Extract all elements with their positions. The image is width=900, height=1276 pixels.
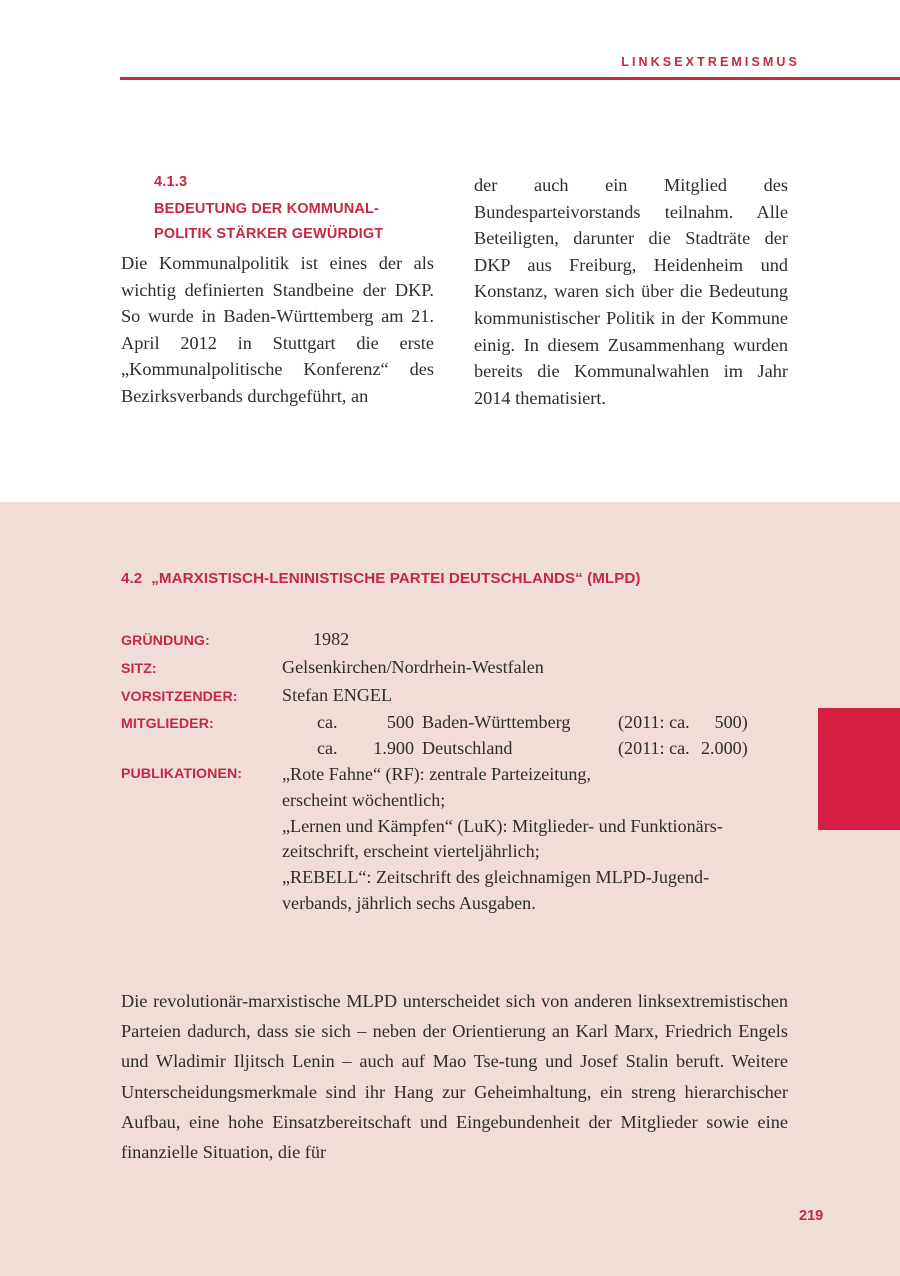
fact-value-sitz: Gelsenkirchen/Nordrhein-Westfalen <box>282 656 544 677</box>
intro-paragraph-right: der auch ein Mitglied des Bundesparteivorstands teilnahm. Alle Beteiligten, darunter die Stadträte der DKP aus Freiburg, Heidenheim und Konstanz, waren sich über die Bedeutung kommunistischer Politik in der Kommune einig. In diesem Zusammenhang wurden bereits die Kommunalwahlen im Jahr 2014 thematisiert. <box>474 175 788 408</box>
member-previous-close-de: ) <box>741 738 748 759</box>
member-line-baden-wuerttemberg <box>282 710 801 736</box>
fact-value-mitglieder-group <box>278 710 801 762</box>
page-header <box>0 0 900 96</box>
fact-value-publikationen-group <box>278 762 801 917</box>
header-rule-divider <box>120 77 900 80</box>
party-fact-table <box>121 627 801 917</box>
intro-column-right <box>474 172 788 411</box>
publication-line: erscheint wöchentlich; <box>282 789 446 810</box>
subsection-number: 4.1.3 <box>154 174 188 190</box>
intro-two-column-block <box>121 172 788 411</box>
running-header-title: LINKSEXTREMISMUS <box>621 55 800 69</box>
member-region-de: Deutschland <box>422 738 513 759</box>
mlpd-description-paragraph: Die revolutionär-marxistische MLPD unterscheidet sich von anderen linksextremistischen Parteien dadurch, dass sie sich – neben der Orientierung an Karl Marx, Friedrich Engels und Wladimir Iljitsch Lenin – auch auf Mao Tse-tung und Josef Stalin beruft. Weitere Unterscheidungsmerkmale sind ihr Hang zur Geheimhaltung, ein streng hierarchischer Aufbau, eine hohe Einsatzbereitschaft und Eingebundenheit der Mitglieder sowie eine finanzielle Situation, die für <box>121 991 788 1163</box>
fact-label-gruendung: GRÜNDUNG: <box>121 633 210 649</box>
publication-line: „Rote Fahne“ (RF): zentrale Parteizeitung, <box>282 763 591 784</box>
member-previous-label-de: (2011: ca. <box>618 738 690 759</box>
fact-row-publikationen <box>121 762 801 917</box>
fact-value-vorsitzender: Stefan ENGEL <box>282 684 393 705</box>
member-previous-close-bw: ) <box>741 712 748 733</box>
member-line-deutschland <box>282 736 801 762</box>
intro-paragraph-left: Die Kommunalpolitik ist eines der als wichtig definierten Standbeine der DKP. So wurde in Baden-Württemberg am 21. April 2012 in Stuttgart die erste „Kommunalpolitische Konferenz“ des Bezirksverbands durchgeführt, an <box>121 253 434 407</box>
subsection-heading-line-1: BEDEUTUNG DER KOMMUNAL- <box>154 200 379 217</box>
fact-row-sitz <box>121 655 801 683</box>
section-heading-number: 4.2 <box>121 570 143 587</box>
member-region-bw: Baden-Württemberg <box>422 712 571 733</box>
member-previous-label-bw: (2011: ca. <box>618 712 690 733</box>
publication-line: „Lernen und Kämpfen“ (LuK): Mitglieder- und Funktionärs- <box>282 815 723 836</box>
member-approx-prefix-bw: ca. <box>317 712 338 733</box>
member-previous-year-de <box>618 736 748 762</box>
intro-column-left <box>121 172 434 411</box>
page-number: 219 <box>799 1208 824 1224</box>
fact-label-mitglieder: MITGLIEDER: <box>121 716 214 733</box>
section-heading-text: „MARXISTISCH-LENINISTISCHE PARTEI DEUTSCHLANDS“ (MLPD) <box>151 570 641 587</box>
fact-label-publikationen: PUBLIKATIONEN: <box>121 765 243 782</box>
member-previous-count-de: 2.000 <box>700 738 742 759</box>
member-previous-count-bw: 500 <box>714 712 742 733</box>
fact-row-mitglieder <box>121 710 801 762</box>
member-count-de: 1.900 <box>373 738 414 759</box>
publication-line: zeitschrift, erscheint vierteljährlich; <box>282 841 540 862</box>
publication-line: verbands, jährlich sechs Ausgaben. <box>282 892 536 913</box>
publication-line: „REBELL“: Zeitschrift des gleichnamigen MLPD-Jugend- <box>282 867 710 888</box>
chapter-tab-marker <box>818 708 900 830</box>
member-previous-year-bw <box>618 710 748 736</box>
section-heading-4-2 <box>121 570 641 587</box>
fact-label-vorsitzender: VORSITZENDER: <box>121 688 238 705</box>
fact-row-vorsitzender <box>121 683 801 711</box>
member-approx-prefix-de: ca. <box>317 738 338 759</box>
member-count-bw: 500 <box>386 712 414 733</box>
subsection-heading-line-2: POLITIK STÄRKER GEWÜRDIGT <box>154 226 384 243</box>
fact-label-sitz: SITZ: <box>121 660 157 677</box>
fact-value-gruendung: 1982 <box>313 629 350 649</box>
fact-row-gruendung <box>121 627 801 655</box>
